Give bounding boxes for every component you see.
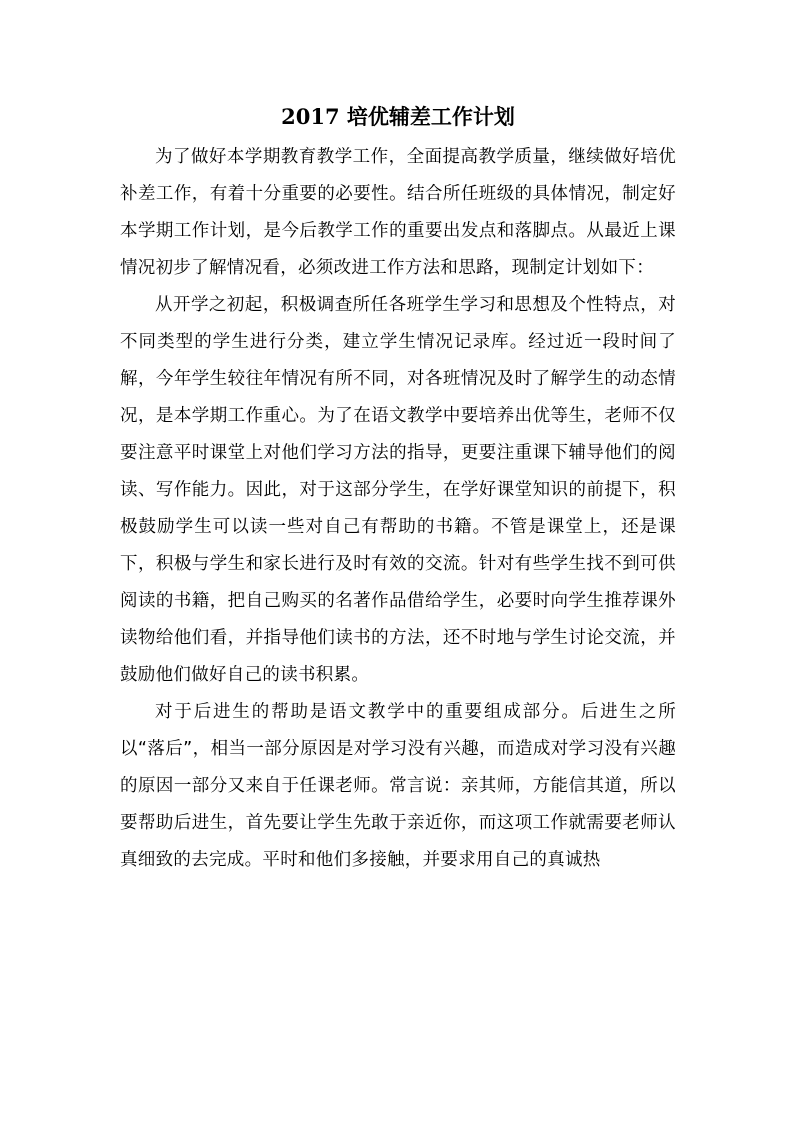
paragraph-top-students: 从开学之初起，积极调查所任各班学生学习和思想及个性特点，对不同类型的学生进行分类，建立学生情况记录库。经过近一段时间了解，今年学生较往年情况有所不同，对各班情况及时了解学生的动态情况，是本学期工作重心。为了在语文教学中要培养出优等生，老师不仅要注意平时课堂上对他们学习方法的指导，更要注重课下辅导他们的阅读、写作能力。因此，对于这部分学生，在学好课堂知识的前提下，积极鼓励学生可以读一些对自己有帮助的书籍。不管是课堂上，还是课下，积极与学生和家长进行及时有效的交流。针对有些学生找不到可供阅读的书籍，把自己购买的名著作品借给学生，必要时向学生推荐课外读物给他们看，并指导他们读书的方法，还不时地与学生讨论交流，并鼓励他们做好自己的读书积累。 <box>120 295 676 685</box>
paragraph-struggling-students: 对于后进生的帮助是语文教学中的重要组成部分。后进生之所以“落后”，相当一部分原因是对学习没有兴趣，而造成对学习没有兴趣的原因一部分又来自于任课老师。常言说：亲其师，方能信其道，所以要帮助后进生，首先要让学生先敢于亲近你，而这项工作就需要老师认真细致的去完成。平时和他们多接触，并要求用自己的真诚热 <box>120 702 676 870</box>
document-page <box>120 95 676 879</box>
paragraph-intro: 为了做好本学期教育教学工作，全面提高教学质量，继续做好培优补差工作，有着十分重要的必要性。结合所任班级的具体情况，制定好本学期工作计划，是今后教学工作的重要出发点和落脚点。从最近上课情况初步了解情况看，必须改进工作方法和思路，现制定计划如下： <box>120 147 676 278</box>
document-title: 2017 培优辅差工作计划 <box>281 104 515 129</box>
